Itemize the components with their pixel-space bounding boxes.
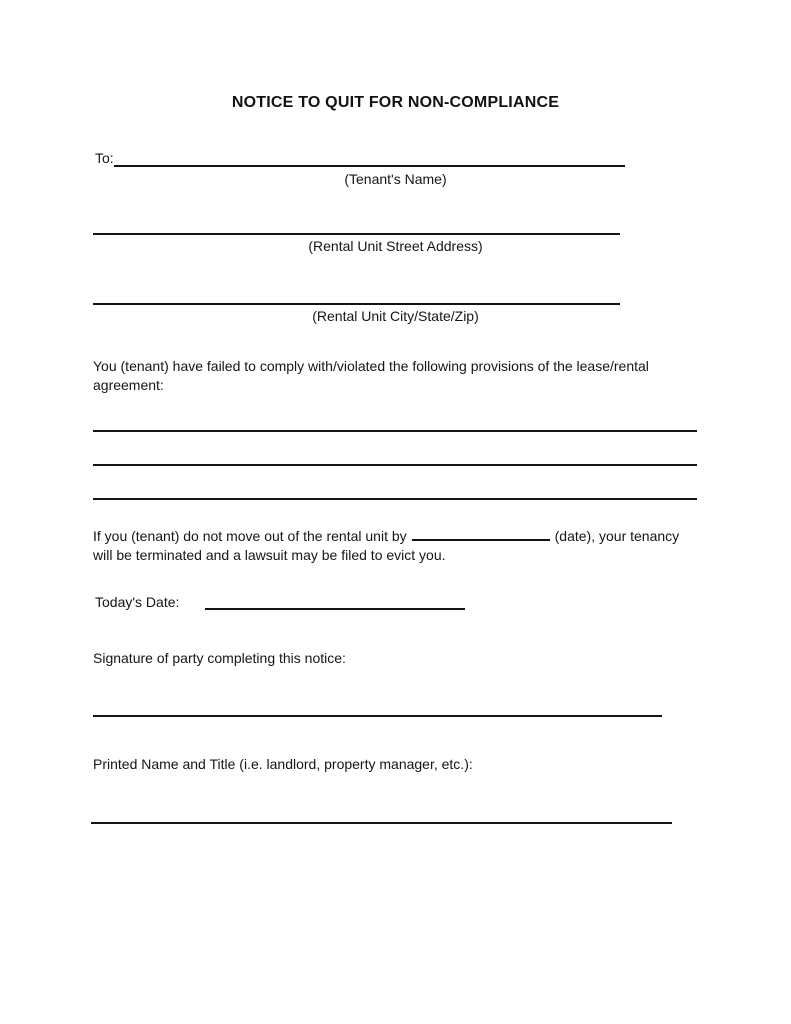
street-address-line[interactable] <box>93 220 620 235</box>
todays-date-line[interactable] <box>205 595 465 610</box>
city-state-zip-line[interactable] <box>93 290 620 305</box>
violation-line-1[interactable] <box>93 430 697 432</box>
violation-intro-paragraph: You (tenant) have failed to comply with/violated the following provisions of the lease/rental agreement: <box>93 358 649 393</box>
violation-line-2[interactable] <box>93 464 697 466</box>
move-out-paragraph <box>93 527 693 565</box>
document-title: NOTICE TO QUIT FOR NON-COMPLIANCE <box>231 94 560 111</box>
tenant-name-line[interactable] <box>114 152 625 167</box>
printed-name-line[interactable] <box>91 822 672 824</box>
move-out-text-before-date: If you (tenant) do not move out of the rental unit by <box>93 528 407 544</box>
to-label: To: <box>95 150 114 166</box>
move-out-text-after-date: (date), your tenancy will be terminated and a lawsuit may be filed to evict you. <box>93 528 680 563</box>
signature-line[interactable] <box>93 715 662 717</box>
move-out-date-blank[interactable] <box>412 527 550 541</box>
todays-date-label: Today's Date: <box>95 594 180 610</box>
printed-name-label: Printed Name and Title (i.e. landlord, property manager, etc.): <box>93 756 473 772</box>
street-address-caption: (Rental Unit Street Address) <box>308 238 483 254</box>
city-state-zip-caption: (Rental Unit City/State/Zip) <box>312 308 479 324</box>
signature-label: Signature of party completing this notice: <box>93 650 346 666</box>
tenant-name-caption: (Tenant's Name) <box>344 171 447 187</box>
violation-line-3[interactable] <box>93 498 697 500</box>
